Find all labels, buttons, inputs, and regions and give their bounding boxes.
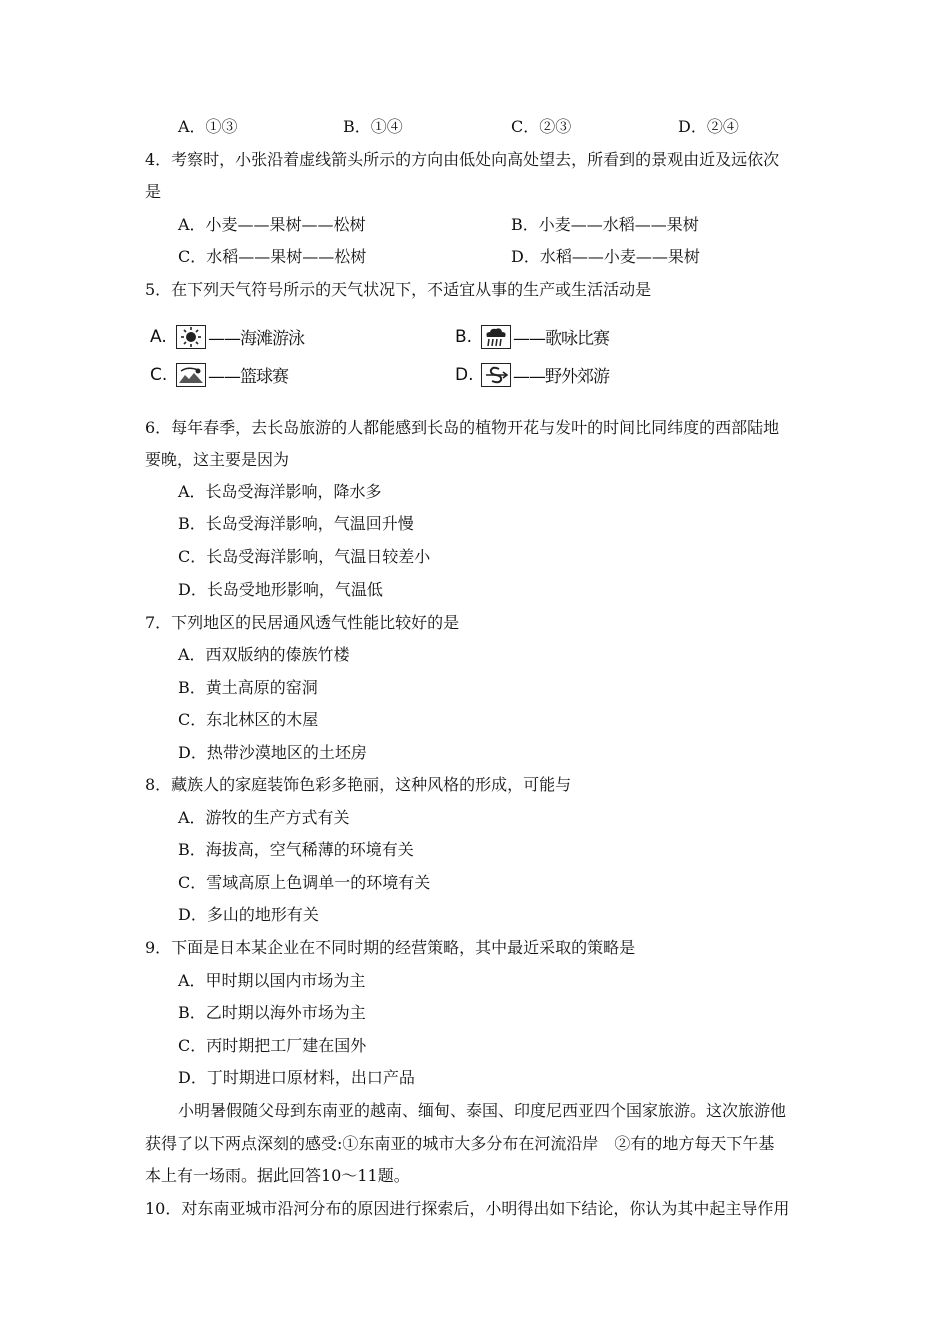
q9-option-d: D．丁时期进口原材料，出口产品 xyxy=(178,1068,415,1087)
q6-stem-line1: 6．每年春季，去长岛旅游的人都能感到长岛的植物开花与发叶的时间比同纬度的西部陆地 xyxy=(145,418,780,437)
q5-option-a xyxy=(150,324,304,349)
q8-option-b: B．海拔高，空气稀薄的环境有关 xyxy=(178,840,414,859)
q5-option-c-text: ——篮球赛 xyxy=(208,367,288,387)
q9-option-a: A．甲时期以国内市场为主 xyxy=(178,971,366,990)
passage-line2: 获得了以下两点深刻的感受:①东南亚的城市大多分布在河流沿岸 ②有的地方每天下午基 xyxy=(145,1134,775,1153)
q4-option-c: C．水稻——果树——松树 xyxy=(178,247,367,266)
q7-option-c: C．东北林区的木屋 xyxy=(178,710,319,729)
q3-option-d: D．②④ xyxy=(678,117,739,136)
q7-option-b: B．黄土高原的窑洞 xyxy=(178,678,318,697)
q7-option-d: D．热带沙漠地区的土坯房 xyxy=(178,743,367,762)
q8-option-d: D．多山的地形有关 xyxy=(178,905,319,924)
q8-option-a: A．游牧的生产方式有关 xyxy=(178,808,350,827)
q6-option-a: A．长岛受海洋影响，降水多 xyxy=(178,482,382,501)
q5-option-d-text: ——野外郊游 xyxy=(513,367,609,387)
q4-option-a: A．小麦——果树——松树 xyxy=(178,215,366,234)
storm-rain-icon xyxy=(481,325,511,349)
q5-option-b-letter: B. xyxy=(455,326,473,347)
q9-option-b: B．乙时期以海外市场为主 xyxy=(178,1003,366,1022)
dust-haze-icon xyxy=(481,363,511,387)
q9-stem: 9．下面是日本某企业在不同时期的经营策略，其中最近采取的策略是 xyxy=(145,938,636,957)
q5-option-b-text: ——歌咏比赛 xyxy=(513,329,609,349)
q5-option-c xyxy=(150,362,288,387)
q6-option-c: C．长岛受海洋影响，气温日较差小 xyxy=(178,547,431,566)
q10-stem: 10．对东南亚城市沿河分布的原因进行探索后，小明得出如下结论，你认为其中起主导作用 xyxy=(145,1199,790,1218)
q7-stem: 7．下列地区的民居通风透气性能比较好的是 xyxy=(145,613,460,632)
q5-option-d xyxy=(455,362,609,387)
q4-option-d: D．水稻——小麦——果树 xyxy=(511,247,700,266)
passage-line3: 本上有一场雨。据此回答10～11题。 xyxy=(145,1166,410,1185)
q8-stem: 8．藏族人的家庭装饰色彩多艳丽，这种风格的形成，可能与 xyxy=(145,775,572,794)
sun-icon xyxy=(176,325,206,349)
q5-option-a-text: ——海滩游泳 xyxy=(208,329,304,349)
q3-option-a: A．①③ xyxy=(178,117,238,136)
q5-option-c-letter: C. xyxy=(150,364,168,385)
sandstorm-icon xyxy=(176,363,206,387)
q4-stem-line1: 4．考察时，小张沿着虚线箭头所示的方向由低处向高处望去，所看到的景观由近及远依次 xyxy=(145,150,780,169)
q9-option-c: C．丙时期把工厂建在国外 xyxy=(178,1036,367,1055)
q5-option-d-letter: D. xyxy=(455,364,474,385)
q6-option-b: B．长岛受海洋影响，气温回升慢 xyxy=(178,514,414,533)
q8-option-c: C．雪域高原上色调单一的环境有关 xyxy=(178,873,431,892)
q3-option-c: C．②③ xyxy=(511,117,572,136)
q6-option-d: D．长岛受地形影响，气温低 xyxy=(178,580,383,599)
q4-option-b: B．小麦——水稻——果树 xyxy=(511,215,699,234)
q6-stem-line2: 要晚，这主要是因为 xyxy=(145,450,290,469)
q5-option-a-letter: A. xyxy=(150,326,167,347)
passage-line1: 小明暑假随父母到东南亚的越南、缅甸、泰国、印度尼西亚四个国家旅游。这次旅游他 xyxy=(178,1101,787,1120)
q7-option-a: A．西双版纳的傣族竹楼 xyxy=(178,645,350,664)
q5-stem: 5．在下列天气符号所示的天气状况下，不适宜从事的生产或生活活动是 xyxy=(145,280,652,299)
q3-option-b: B．①④ xyxy=(343,117,403,136)
q4-stem-line2: 是 xyxy=(145,182,162,201)
q5-option-b xyxy=(455,324,609,349)
